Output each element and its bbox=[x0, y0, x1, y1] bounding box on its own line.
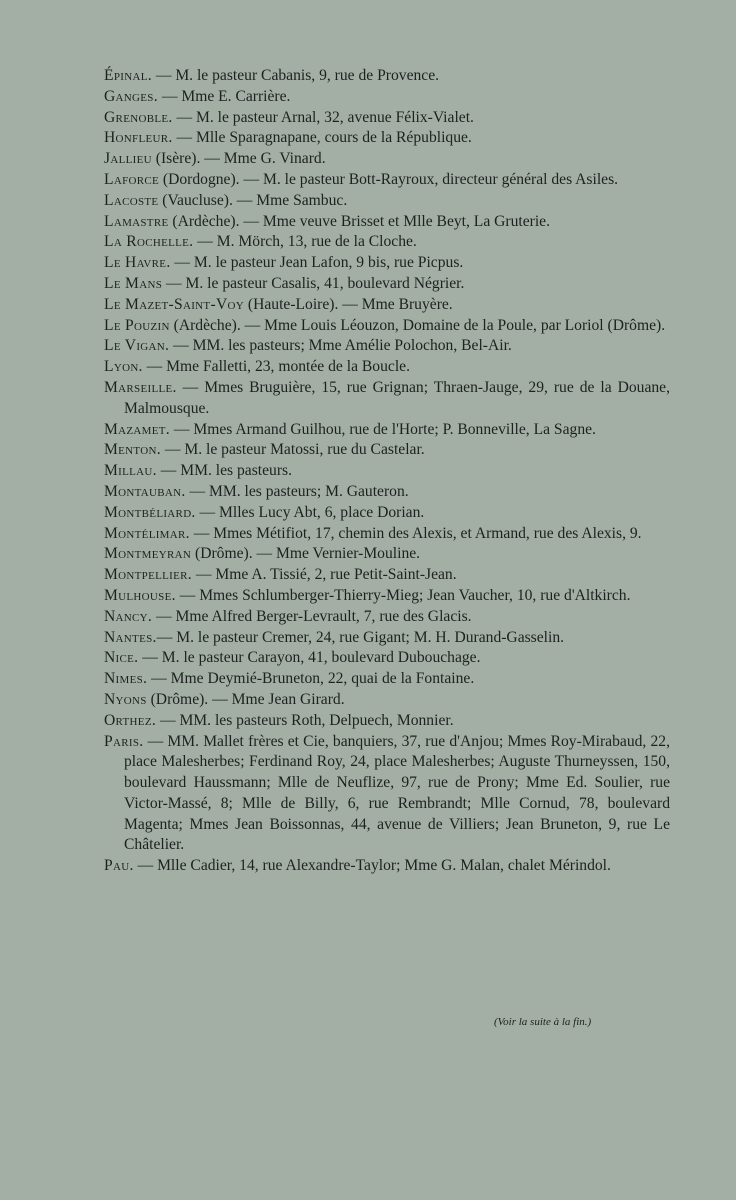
address-entry bbox=[104, 586, 670, 607]
entry-text: — M. le pasteur Matossi, rue du Castelar. bbox=[160, 441, 425, 459]
entry-text: — Mlle Sparagnapane, cours de la République. bbox=[172, 129, 472, 147]
place-name: Mulhouse. bbox=[104, 586, 176, 604]
address-entry bbox=[104, 565, 670, 586]
place-name: Montauban. bbox=[104, 482, 186, 500]
entry-text: — M. le pasteur Cabanis, 9, rue de Provence. bbox=[151, 67, 440, 84]
address-entry bbox=[104, 191, 670, 212]
place-name: Millau. bbox=[104, 462, 157, 480]
entry-text: — MM. les pasteurs. bbox=[156, 462, 292, 480]
place-name: Le Pouzin bbox=[104, 316, 170, 334]
place-name: Menton. bbox=[104, 441, 161, 459]
place-name: Lyon. bbox=[104, 358, 143, 376]
place-name: Le Mazet-Saint-Voy bbox=[104, 295, 244, 313]
entry-text: — Mmes Métifiot, 17, chemin des Alexis, et Armand, rue des Alexis, 9. bbox=[189, 524, 642, 542]
entry-text: — MM. les pasteurs Roth, Delpuech, Monnier. bbox=[156, 711, 454, 729]
place-name: Mazamet. bbox=[104, 420, 170, 438]
address-entry bbox=[104, 212, 670, 233]
entry-text: (Drôme). — Mme Vernier-Mouline. bbox=[191, 545, 421, 563]
address-entry bbox=[104, 357, 670, 378]
place-name: Ganges. bbox=[104, 87, 158, 105]
entry-text: — M. Mörch, 13, rue de la Cloche. bbox=[193, 233, 417, 251]
address-entry bbox=[104, 274, 670, 295]
entry-text: — Mmes Armand Guilhou, rue de l'Horte; P. Bonneville, La Sagne. bbox=[170, 420, 596, 438]
address-entry bbox=[104, 440, 670, 461]
place-name: Nice. bbox=[104, 649, 139, 667]
address-entry bbox=[104, 732, 670, 857]
entry-text: — Mlle Cadier, 14, rue Alexandre-Taylor; Mme G. Malan, chalet Mérindol. bbox=[133, 857, 611, 875]
entry-text: — MM. Mallet frères et Cie, banquiers, 37, rue d'Anjou; Mmes Roy-Mirabaud, 22, place Malesherbes; Ferdinand Roy, 24, place Malesherbes; Auguste Thurneyssen, 150, boulevard Haussmann; Mlle de Neuflize, 97, rue de Prony; Mme Ed. Soulier, rue Victor-Massé, 8; Mlle de Billy, 6, rue Rembrandt; Mlle Cornud, 78, boulevard Magenta; Mmes Jean Boissonnas, 44, avenue de Villiers; Jean Bruneton, 9, rue Le Châtelier. bbox=[124, 732, 670, 854]
place-name: Lacoste bbox=[104, 191, 159, 209]
place-name: La Rochelle. bbox=[104, 233, 194, 251]
entry-text: (Ardèche). — Mme veuve Brisset et Mlle Beyt, La Gruterie. bbox=[168, 212, 550, 230]
address-entry bbox=[104, 607, 670, 628]
place-name: Laforce bbox=[104, 170, 160, 188]
place-name: Nyons bbox=[104, 690, 147, 708]
place-name: Nancy. bbox=[104, 607, 153, 625]
address-entry bbox=[104, 253, 670, 274]
entry-text: — Mme A. Tissié, 2, rue Petit-Saint-Jean. bbox=[191, 566, 457, 584]
place-name: Pau. bbox=[104, 857, 134, 875]
address-entry bbox=[104, 149, 670, 170]
entry-text: — Mmes Schlumberger-Thierry-Mieg; Jean Vaucher, 10, rue d'Altkirch. bbox=[175, 586, 631, 604]
address-entry bbox=[104, 648, 670, 669]
place-name: Lamastre bbox=[104, 212, 169, 230]
continuation-note: (Voir la suite à la fin.) bbox=[494, 1016, 592, 1028]
address-entry bbox=[104, 503, 670, 524]
address-entry bbox=[104, 336, 670, 357]
address-entry bbox=[104, 482, 670, 503]
entry-text: (Dordogne). — M. le pasteur Bott-Rayroux, directeur général des Asiles. bbox=[159, 170, 619, 188]
entry-text: — M. le pasteur Carayon, 41, boulevard Dubouchage. bbox=[138, 649, 481, 667]
entry-text: — Mme Falletti, 23, montée de la Boucle. bbox=[142, 358, 410, 376]
address-entry bbox=[104, 711, 670, 732]
address-list bbox=[104, 66, 670, 877]
address-entry bbox=[104, 87, 670, 108]
address-entry bbox=[104, 316, 670, 337]
place-name: Jallieu bbox=[104, 150, 152, 168]
address-entry bbox=[104, 128, 670, 149]
address-entry bbox=[104, 690, 670, 711]
entry-text: — M. le pasteur Arnal, 32, avenue Félix-Vialet. bbox=[172, 108, 474, 126]
place-name: Montbéliard. bbox=[104, 503, 196, 521]
address-entry bbox=[104, 856, 670, 877]
place-name: Montpellier. bbox=[104, 566, 192, 584]
address-entry bbox=[104, 232, 670, 253]
address-entry bbox=[104, 66, 670, 87]
address-entry bbox=[104, 524, 670, 545]
entry-text: — MM. les pasteurs; M. Gauteron. bbox=[185, 482, 409, 500]
entry-text: (Isère). — Mme G. Vinard. bbox=[151, 150, 326, 168]
place-name: Marseille. bbox=[104, 378, 177, 396]
address-entry bbox=[104, 461, 670, 482]
entry-text: — Mme Alfred Berger-Levrault, 7, rue des Glacis. bbox=[152, 607, 472, 625]
entry-text: — MM. les pasteurs; Mme Amélie Polochon, Bel-Air. bbox=[169, 337, 512, 355]
address-entry bbox=[104, 544, 670, 565]
entry-text: — M. le pasteur Jean Lafon, 9 bis, rue Picpus. bbox=[170, 254, 464, 272]
place-name: Le Vigan. bbox=[104, 337, 170, 355]
address-entry bbox=[104, 170, 670, 191]
address-entry bbox=[104, 628, 670, 649]
place-name: Le Mans bbox=[104, 274, 163, 292]
entry-text: (Drôme). — Mme Jean Girard. bbox=[146, 690, 345, 708]
place-name: Orthez. bbox=[104, 711, 157, 729]
address-entry bbox=[104, 108, 670, 129]
place-name: Grenoble. bbox=[104, 108, 173, 126]
place-name: Nimes. bbox=[104, 670, 148, 688]
place-name: Le Havre. bbox=[104, 254, 171, 272]
entry-text: — Mme E. Carrière. bbox=[157, 87, 291, 105]
address-entry bbox=[104, 420, 670, 441]
entry-text: (Ardèche). — Mme Louis Léouzon, Domaine de la Poule, par Loriol (Drôme). bbox=[169, 316, 666, 334]
entry-text: (Vaucluse). — Mme Sambuc. bbox=[158, 191, 348, 209]
entry-text: — Mlles Lucy Abt, 6, place Dorian. bbox=[195, 503, 425, 521]
address-entry bbox=[104, 669, 670, 690]
place-name: Montélimar. bbox=[104, 524, 190, 542]
entry-text: (Haute-Loire). — Mme Bruyère. bbox=[244, 295, 453, 313]
entry-text: — Mme Deymié-Bruneton, 22, quai de la Fontaine. bbox=[147, 670, 475, 688]
place-name: Épinal. bbox=[104, 67, 152, 84]
entry-text: — Mmes Bruguière, 15, rue Grignan; Thraen-Jauge, 29, rue de la Douane, Malmousque. bbox=[124, 378, 670, 417]
entry-text: — M. le pasteur Cremer, 24, rue Gigant; M. H. Durand-Gasselin. bbox=[156, 628, 565, 646]
place-name: Honfleur. bbox=[104, 129, 173, 147]
address-entry bbox=[104, 295, 670, 316]
address-entry bbox=[104, 378, 670, 420]
place-name: Nantes. bbox=[104, 628, 157, 646]
place-name: Montmeyran bbox=[104, 545, 192, 563]
place-name: Paris. bbox=[104, 732, 144, 750]
entry-text: — M. le pasteur Casalis, 41, boulevard Négrier. bbox=[162, 274, 465, 292]
